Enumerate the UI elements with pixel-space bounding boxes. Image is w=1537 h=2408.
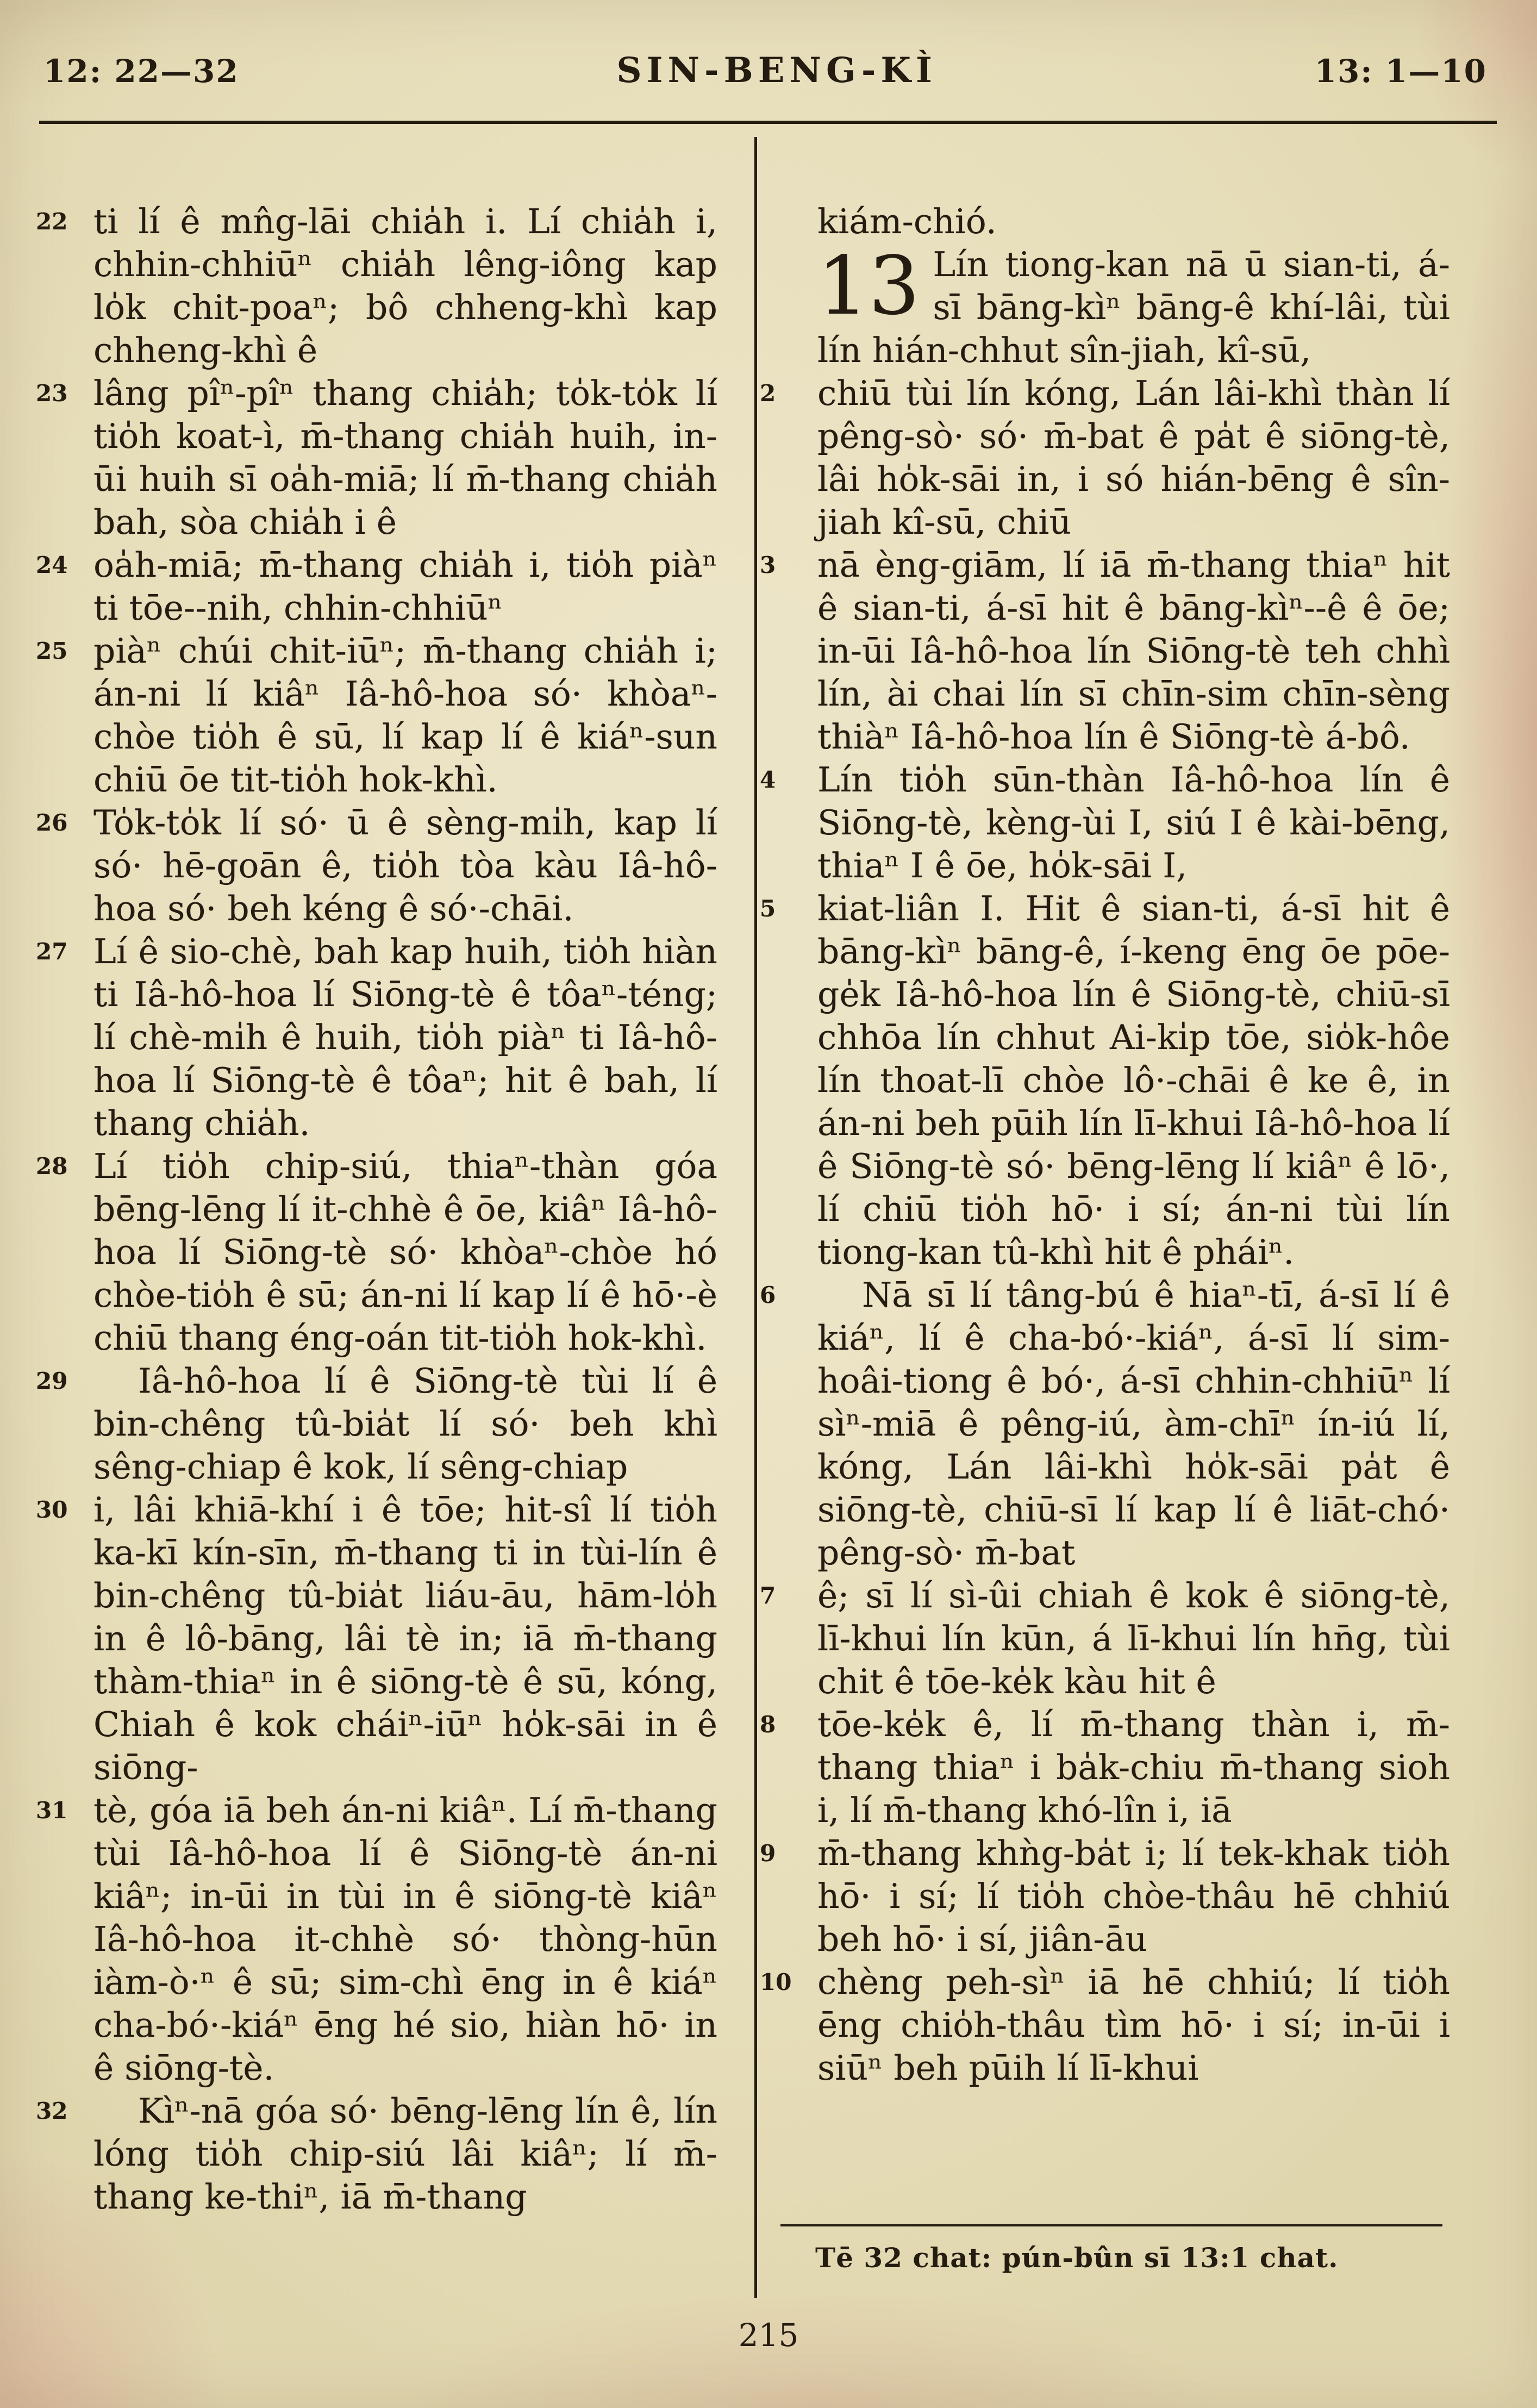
verse-continuation: kiám-chió. xyxy=(817,202,997,241)
verse-number-6: 6 xyxy=(760,1282,776,1308)
verse-number-10: 10 xyxy=(760,1969,792,1995)
verse-25: 25 piàⁿ chúi chit-iūⁿ; m̄-thang chia̍h i; án-ni lí kiâⁿ Iâ-hô-hoa só· khòaⁿ-chòe tio̍h ê sū, lí kap lí ê kiáⁿ-sun chiū ōe tit-tio̍h hok-khì. xyxy=(93,629,717,801)
verse-32: 32 Kìⁿ-nā góa só· bēng-lēng lín ê, lín lóng tio̍h chip-siú lâi kiâⁿ; lí m̄-thang ke-thiⁿ, iā m̄-thang xyxy=(93,2089,717,2218)
verse-number-29: 29 xyxy=(36,1368,68,1394)
verse-number-3: 3 xyxy=(760,552,776,578)
verse-29: 29 Iâ-hô-hoa lí ê Siōng-tè tùi lí ê bin-chêng tû-bia̍t lí só· beh khì sêng-chiap ê kok, lí sêng-chiap xyxy=(93,1359,717,1488)
header-right-reference: 13: 1—10 xyxy=(1314,53,1487,90)
verse-23: 23 lâng pîⁿ-pîⁿ thang chia̍h; to̍k-to̍k lí tio̍h koat-ì, m̄-thang chia̍h huih, in-ūi huih sī oa̍h-miā; lí m̄-thang chia̍h bah, sòa chia̍h i ê xyxy=(93,372,717,544)
verse-9: 9 m̄-thang khǹg-ba̍t i; lí tek-khak tio̍h hō· i sí; lí tio̍h chòe-thâu hē chhiú beh hō· i sí, jiân-āu xyxy=(817,1832,1450,1961)
chapter-opening-verse: 13 Lín tiong-kan nā ū sian-ti, á-sī bāng-kìⁿ bāng-ê khí-lâi, tùi lín hián-chhut sîn-jiah, kî-sū, xyxy=(817,239,1450,370)
verse-22: 22 ti lí ê mn̂g-lāi chia̍h i. Lí chia̍h i, chhin-chhiūⁿ chia̍h lêng-iông kap lo̍k chit-poaⁿ; bô chheng-khì kap chheng-khì ê xyxy=(93,200,717,372)
footnote: Tē 32 chat: pún-bûn sī 13:1 chat. xyxy=(815,2242,1339,2274)
verse-4: 4 Lín tio̍h sūn-thàn Iâ-hô-hoa lín ê Siōng-tè, kèng-ùi I, siú I ê kài-bēng, thiaⁿ I ê ōe, ho̍k-sāi I, xyxy=(817,758,1450,887)
header-left-reference: 12: 22—32 xyxy=(43,53,239,90)
verse-8: 8 tōe-ke̍k ê, lí m̄-thang thàn i, m̄-thang thiaⁿ i ba̍k-chiu m̄-thang sioh i, lí m̄-thang khó-lîn i, iā xyxy=(817,1703,1450,1832)
verse-number-28: 28 xyxy=(36,1153,68,1180)
verse-number-25: 25 xyxy=(36,638,68,664)
verse-number-4: 4 xyxy=(760,766,776,793)
verse-number-22: 22 xyxy=(36,208,68,235)
verse-5: 5 kiat-liân I. Hit ê sian-ti, á-sī hit ê bāng-kìⁿ bāng-ê, í-keng ēng ōe pōe-ge̍k Iâ-hô-hoa lín ê Siōng-tè, chiū-sī chhōa lín chhut Ai-ki̍p tōe, sio̍k-hôe lín thoat-lī chòe lô·-chāi ê ke ê, in án-ni beh pūih lín lī-khui Iâ-hô-hoa lí ê Siōng-tè só· bēng-lēng lí kiâⁿ ê lō·, lí chiū tio̍h hō· i sí; án-ni tùi lín tiong-kan tû-khì hit ê pháiⁿ. xyxy=(817,887,1450,1274)
verse-27: 27 Lí ê sio-chè, bah kap huih, tio̍h hiàn ti Iâ-hô-hoa lí Siōng-tè ê tôaⁿ-téng; lí chè-mi̍h ê huih, tio̍h piàⁿ ti Iâ-hô-hoa lí Siōng-tè ê tôaⁿ; hit ê bah, lí thang chia̍h. xyxy=(93,930,717,1145)
verse-31: 31 tè, góa iā beh án-ni kiâⁿ. Lí m̄-thang tùi Iâ-hô-hoa lí ê Siōng-tè án-ni kiâⁿ; in-ūi in tùi in ê siōng-tè kiâⁿ Iâ-hô-hoa it-chhè só· thòng-hūn iàm-ò·ⁿ ê sū; sim-chì ēng in ê kiáⁿ cha-bó·-kiáⁿ ēng hé sio, hiàn hō· in ê siōng-tè. xyxy=(93,1789,717,2089)
verse-2: 2 chiū tùi lín kóng, Lán lâi-khì thàn lí pêng-sò· só· m̄-bat ê pa̍t ê siōng-tè, lâi ho̍k-sāi in, i só hián-bēng ê sîn-jiah kî-sū, chiū xyxy=(817,372,1450,544)
verse-number-31: 31 xyxy=(36,1797,68,1824)
footnote-rule xyxy=(780,2224,1442,2226)
verse-number-9: 9 xyxy=(760,1840,776,1867)
verse-6: 6 Nā sī lí tâng-bú ê hiaⁿ-tī, á-sī lí ê kiáⁿ, lí ê cha-bó·-kiáⁿ, á-sī lí sim-hoâi-tiong ê bó·, á-sī chhin-chhiūⁿ lí sìⁿ-miā ê pêng-iú, àm-chīⁿ ín-iú lí, kóng, Lán lâi-khì ho̍k-sāi pa̍t ê siōng-tè, chiū-sī lí kap lí ê liāt-chó· pêng-sò· m̄-bat xyxy=(817,1274,1450,1574)
page-header xyxy=(43,50,1487,91)
right-text-column xyxy=(760,200,1450,2089)
verse-7: 7 ê; sī lí sì-ûi chiah ê kok ê siōng-tè, lī-khui lín kūn, á lī-khui lín hn̄g, tùi chit ê tōe-ke̍k kàu hit ê xyxy=(817,1574,1450,1703)
verse-24: 24 oa̍h-miā; m̄-thang chia̍h i, tio̍h piàⁿ ti tōe--nih, chhin-chhiūⁿ xyxy=(93,544,717,629)
verse-26: 26 To̍k-to̍k lí só· ū ê sèng-mi̍h, kap lí só· hē-goān ê, tio̍h tòa kàu Iâ-hô-hoa só· beh kéng ê só·-chāi. xyxy=(93,801,717,930)
verse-3: 3 nā èng-giām, lí iā m̄-thang thiaⁿ hit ê sian-ti, á-sī hit ê bāng-kìⁿ--ê ê ōe; in-ūi Iâ-hô-hoa lín Siōng-tè teh chhì lín, ài chai lín sī chīn-sim chīn-sèng thiàⁿ Iâ-hô-hoa lín ê Siōng-tè á-bô. xyxy=(817,544,1450,758)
verse-number-7: 7 xyxy=(760,1582,776,1609)
verse-10: 10 chèng peh-sìⁿ iā hē chhiú; lí tio̍h ēng chio̍h-thâu tìm hō· i sí; in-ūi i siūⁿ beh pūih lí lī-khui xyxy=(817,1961,1450,2089)
left-text-column xyxy=(36,200,717,2218)
verse-number-23: 23 xyxy=(36,380,68,407)
verse-number-30: 30 xyxy=(36,1496,68,1523)
verse-28: 28 Lí tio̍h chip-siú, thiaⁿ-thàn góa bēng-lēng lí it-chhè ê ōe, kiâⁿ Iâ-hô-hoa lí Siōng-tè só· khòaⁿ-chòe hó chòe-tio̍h ê sū; án-ni lí kap lí ê hō·-è chiū thang éng-oán tit-tio̍h hok-khì. xyxy=(93,1145,717,1359)
book-title: SIN-BENG-KÌ xyxy=(616,50,937,91)
verse-number-26: 26 xyxy=(36,809,68,836)
page-number: 215 xyxy=(738,2317,799,2354)
verse-number-2: 2 xyxy=(760,380,776,407)
verse-number-24: 24 xyxy=(36,552,68,578)
chapter-number: 13 xyxy=(817,239,920,333)
header-rule xyxy=(39,121,1497,124)
verse-number-27: 27 xyxy=(36,938,68,965)
verse-number-32: 32 xyxy=(36,2098,68,2124)
verse-30: 30 i, lâi khiā-khí i ê tōe; hit-sî lí tio̍h ka-kī kín-sīn, m̄-thang ti in tùi-lín ê bin-chêng tû-bia̍t liáu-āu, hām-lo̍h in ê lô-bāng, lâi tè in; iā m̄-thang thàm-thiaⁿ in ê siōng-tè ê sū, kóng, Chiah ê kok cháiⁿ-iūⁿ ho̍k-sāi in ê siōng- xyxy=(93,1488,717,1789)
verse-number-8: 8 xyxy=(760,1711,776,1738)
verse-number-5: 5 xyxy=(760,895,776,922)
column-divider xyxy=(754,137,757,2298)
